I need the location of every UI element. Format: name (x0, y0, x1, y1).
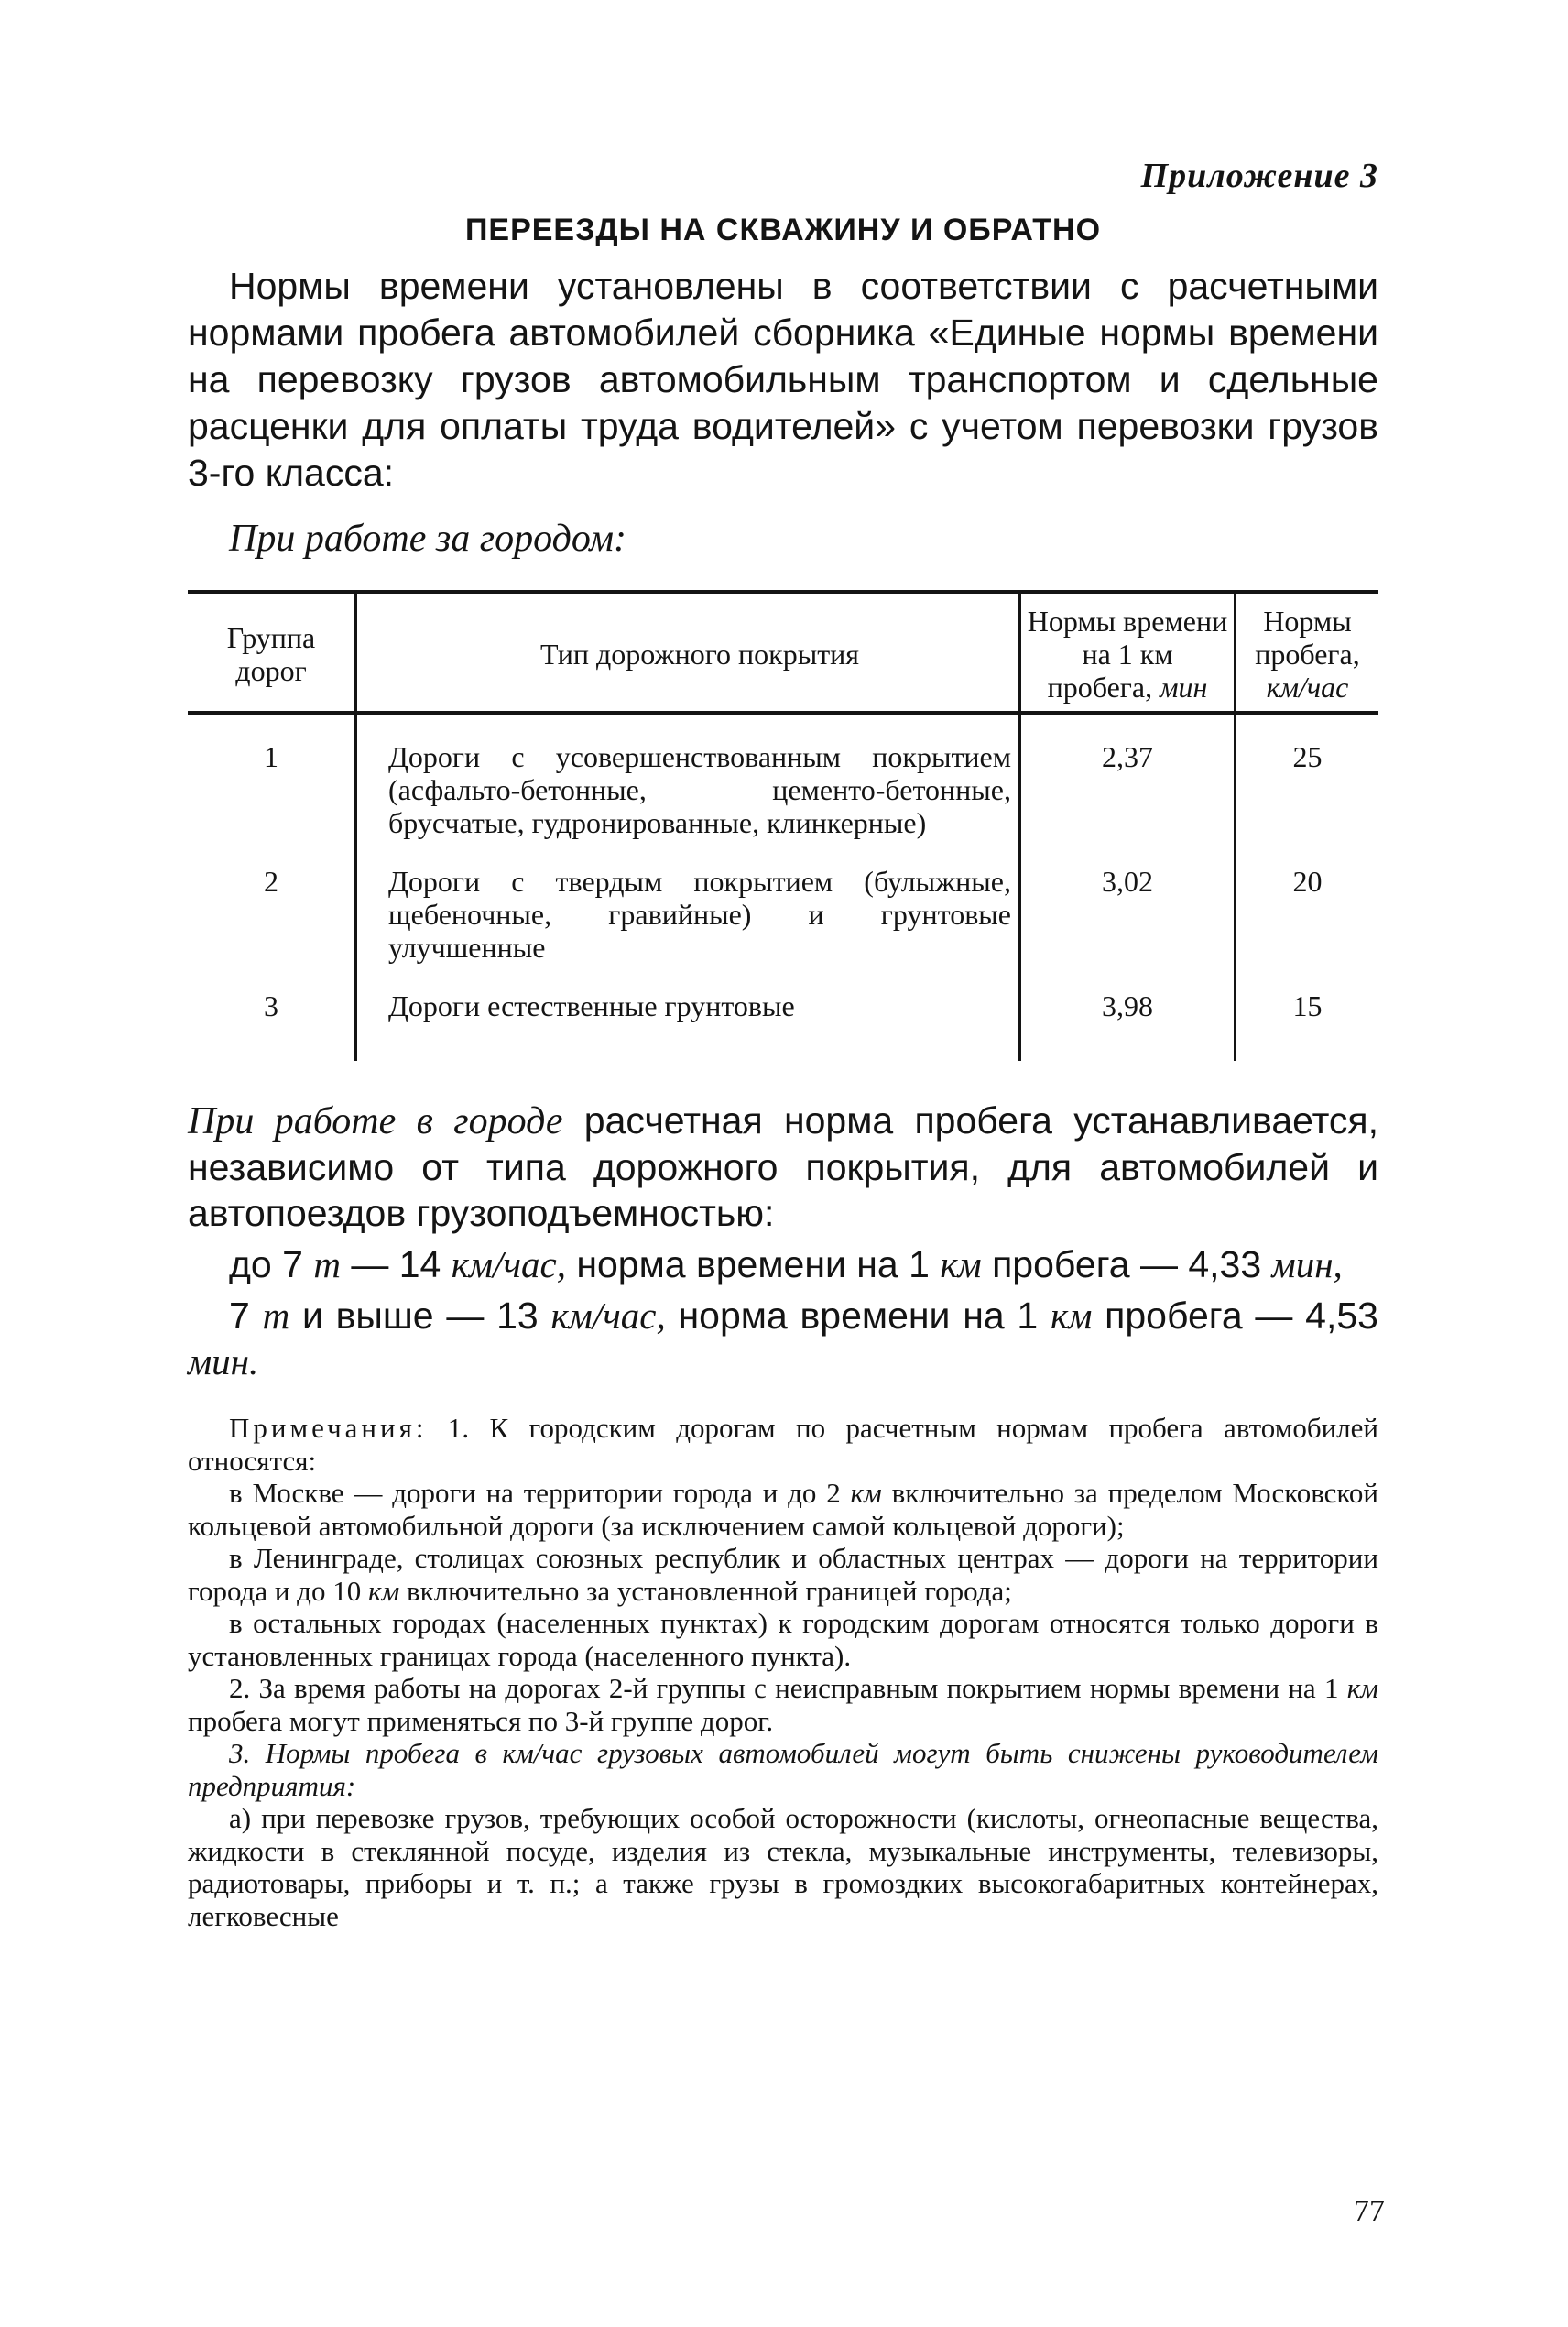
appendix-label: Приложение 3 (1140, 157, 1378, 195)
note-unit: км/час (502, 1737, 583, 1769)
cell-surface-type: Дороги с твердым покрытием (булыжные, щебеночные, гравийные) и грунтовые улучшенные (356, 839, 1020, 964)
norm-text: 7 (229, 1295, 263, 1337)
note-2 (188, 1672, 1378, 1737)
norm-text: пробега — 4,53 (1092, 1295, 1378, 1337)
table-row (188, 839, 1378, 964)
note-text: включительно за установленной границей города; (399, 1574, 1012, 1607)
norm-unit: км/час, (550, 1295, 666, 1337)
header-road-group: Группа дорог (188, 592, 356, 713)
header-speed-text: Нормы пробега, (1255, 605, 1360, 671)
norm-item-7t-and-above (188, 1293, 1378, 1384)
cell-time-norm: 2,37 (1020, 713, 1236, 839)
cell-group: 1 (188, 713, 356, 839)
note-moscow (188, 1477, 1378, 1542)
norm-unit: т (262, 1295, 290, 1337)
table-row (188, 964, 1378, 1061)
city-lead: При работе в городе (188, 1100, 563, 1142)
note-other-cities: в остальных городах (населенных пунктах) к городским дорогам относятся только дороги в установленных границах города (населенного пункта). (188, 1607, 1378, 1672)
page-number: 77 (1354, 2194, 1385, 2228)
city-paragraph (188, 1098, 1378, 1236)
header-time-unit: мин (1160, 671, 1208, 704)
cell-time-norm: 3,98 (1020, 964, 1236, 1061)
cell-surface-type: Дороги естественные грунтовые (356, 964, 1020, 1061)
cell-speed-norm: 25 (1292, 740, 1323, 773)
norm-text: и выше — 13 (289, 1295, 551, 1337)
header-speed-norm (1236, 592, 1379, 713)
note-unit: км (1346, 1672, 1378, 1704)
norm-text: — 14 (340, 1243, 452, 1285)
norm-text: до 7 (229, 1243, 314, 1285)
header-speed-unit: км/час (1266, 671, 1349, 704)
note-text: 1. К городским дорогам по расчетным нормам пробега автомобилей относятся: (188, 1412, 1378, 1477)
cell-speed-norm: 15 (1292, 989, 1323, 1022)
note-text: в Москве — дороги на территории города и до 2 (229, 1477, 851, 1509)
norm-unit: мин, (1271, 1243, 1343, 1285)
cell-surface-type: Дороги с усовершенствованным покрытием (асфальто-бетонные, цементо-бетонные, брусчатые, гудронированные, клинкерные) (356, 713, 1020, 839)
norm-text: норма времени на 1 (665, 1295, 1051, 1337)
note-text: в Ленинграде, столицах союзных республик и областных центрах — дороги на территории города и до 10 (188, 1542, 1378, 1607)
cell-speed-norm: 20 (1292, 865, 1323, 898)
note-3 (188, 1737, 1378, 1802)
note-unit: км (367, 1574, 400, 1607)
cell-group: 3 (188, 964, 356, 1061)
norm-unit: км/час, (451, 1243, 566, 1285)
norm-unit: т (313, 1243, 341, 1285)
norm-unit: км (940, 1243, 982, 1285)
cell-time-norm: 3,02 (1020, 839, 1236, 964)
note-3a: а) при перевозке грузов, требующих особой осторожности (кислоты, огнеопасные вещества, жидкости в стеклянной посуде, изделия из стекла, музыкальные инструменты, телевизоры, радиотовары, приборы и т. п.; а также грузы в громоздких высокогабаритных контейнерах, легковесные (188, 1802, 1378, 1932)
road-norms-table (188, 590, 1378, 1061)
note-leningrad (188, 1542, 1378, 1607)
intro-paragraph: Нормы времени установлены в соответствии с расчетными нормами пробега автомобилей сборника «Единые нормы времени на перевозку грузов автомобильным транспортом и сдельные расценки для оплаты труда водителей» с учетом перевозки грузов 3-го класса: (188, 265, 1378, 494)
header-time-text: Нормы времени на 1 км пробега, (1027, 605, 1228, 704)
note-unit: км (850, 1477, 882, 1509)
notes-label: Примечания: (229, 1412, 428, 1444)
city-text: расчетная норма пробега устанавливается, независимо от типа дорожного покрытия, для автомобилей и автопоездов грузоподъемностью: (188, 1099, 1378, 1234)
norm-text: норма времени на 1 (565, 1243, 941, 1285)
note-text: пробега могут применяться по 3-й группе дорог. (188, 1704, 774, 1737)
header-surface-type: Тип дорожного покрытия (356, 592, 1020, 713)
table-header-row (188, 592, 1378, 713)
norm-unit: мин. (188, 1340, 259, 1382)
norm-item-under-7t (188, 1241, 1378, 1287)
cell-group: 2 (188, 839, 356, 964)
note-text: 2. За время работы на дорогах 2-й группы с неисправным покрытием нормы времени на 1 (229, 1672, 1347, 1704)
notes-block (188, 1412, 1378, 1932)
norm-unit: км (1051, 1295, 1093, 1337)
subheading-outside-city: При работе за городом: (229, 518, 627, 560)
note-text: 3. Нормы пробега в (229, 1737, 503, 1769)
header-time-norm (1020, 592, 1236, 713)
note-text: грузовых автомобилей могут быть снижены руководителем предприятия: (188, 1737, 1378, 1802)
note-text: включительно за пределом Московской кольцевой автомобильной дороги (за исключением самой кольцевой дороги); (188, 1477, 1378, 1542)
document-page (188, 156, 1378, 1932)
norm-text: пробега — 4,33 (981, 1243, 1272, 1285)
note-1 (188, 1412, 1378, 1477)
table-row (188, 713, 1378, 839)
section-title: ПЕРЕЕЗДЫ НА СКВАЖИНУ И ОБРАТНО (464, 213, 1102, 247)
